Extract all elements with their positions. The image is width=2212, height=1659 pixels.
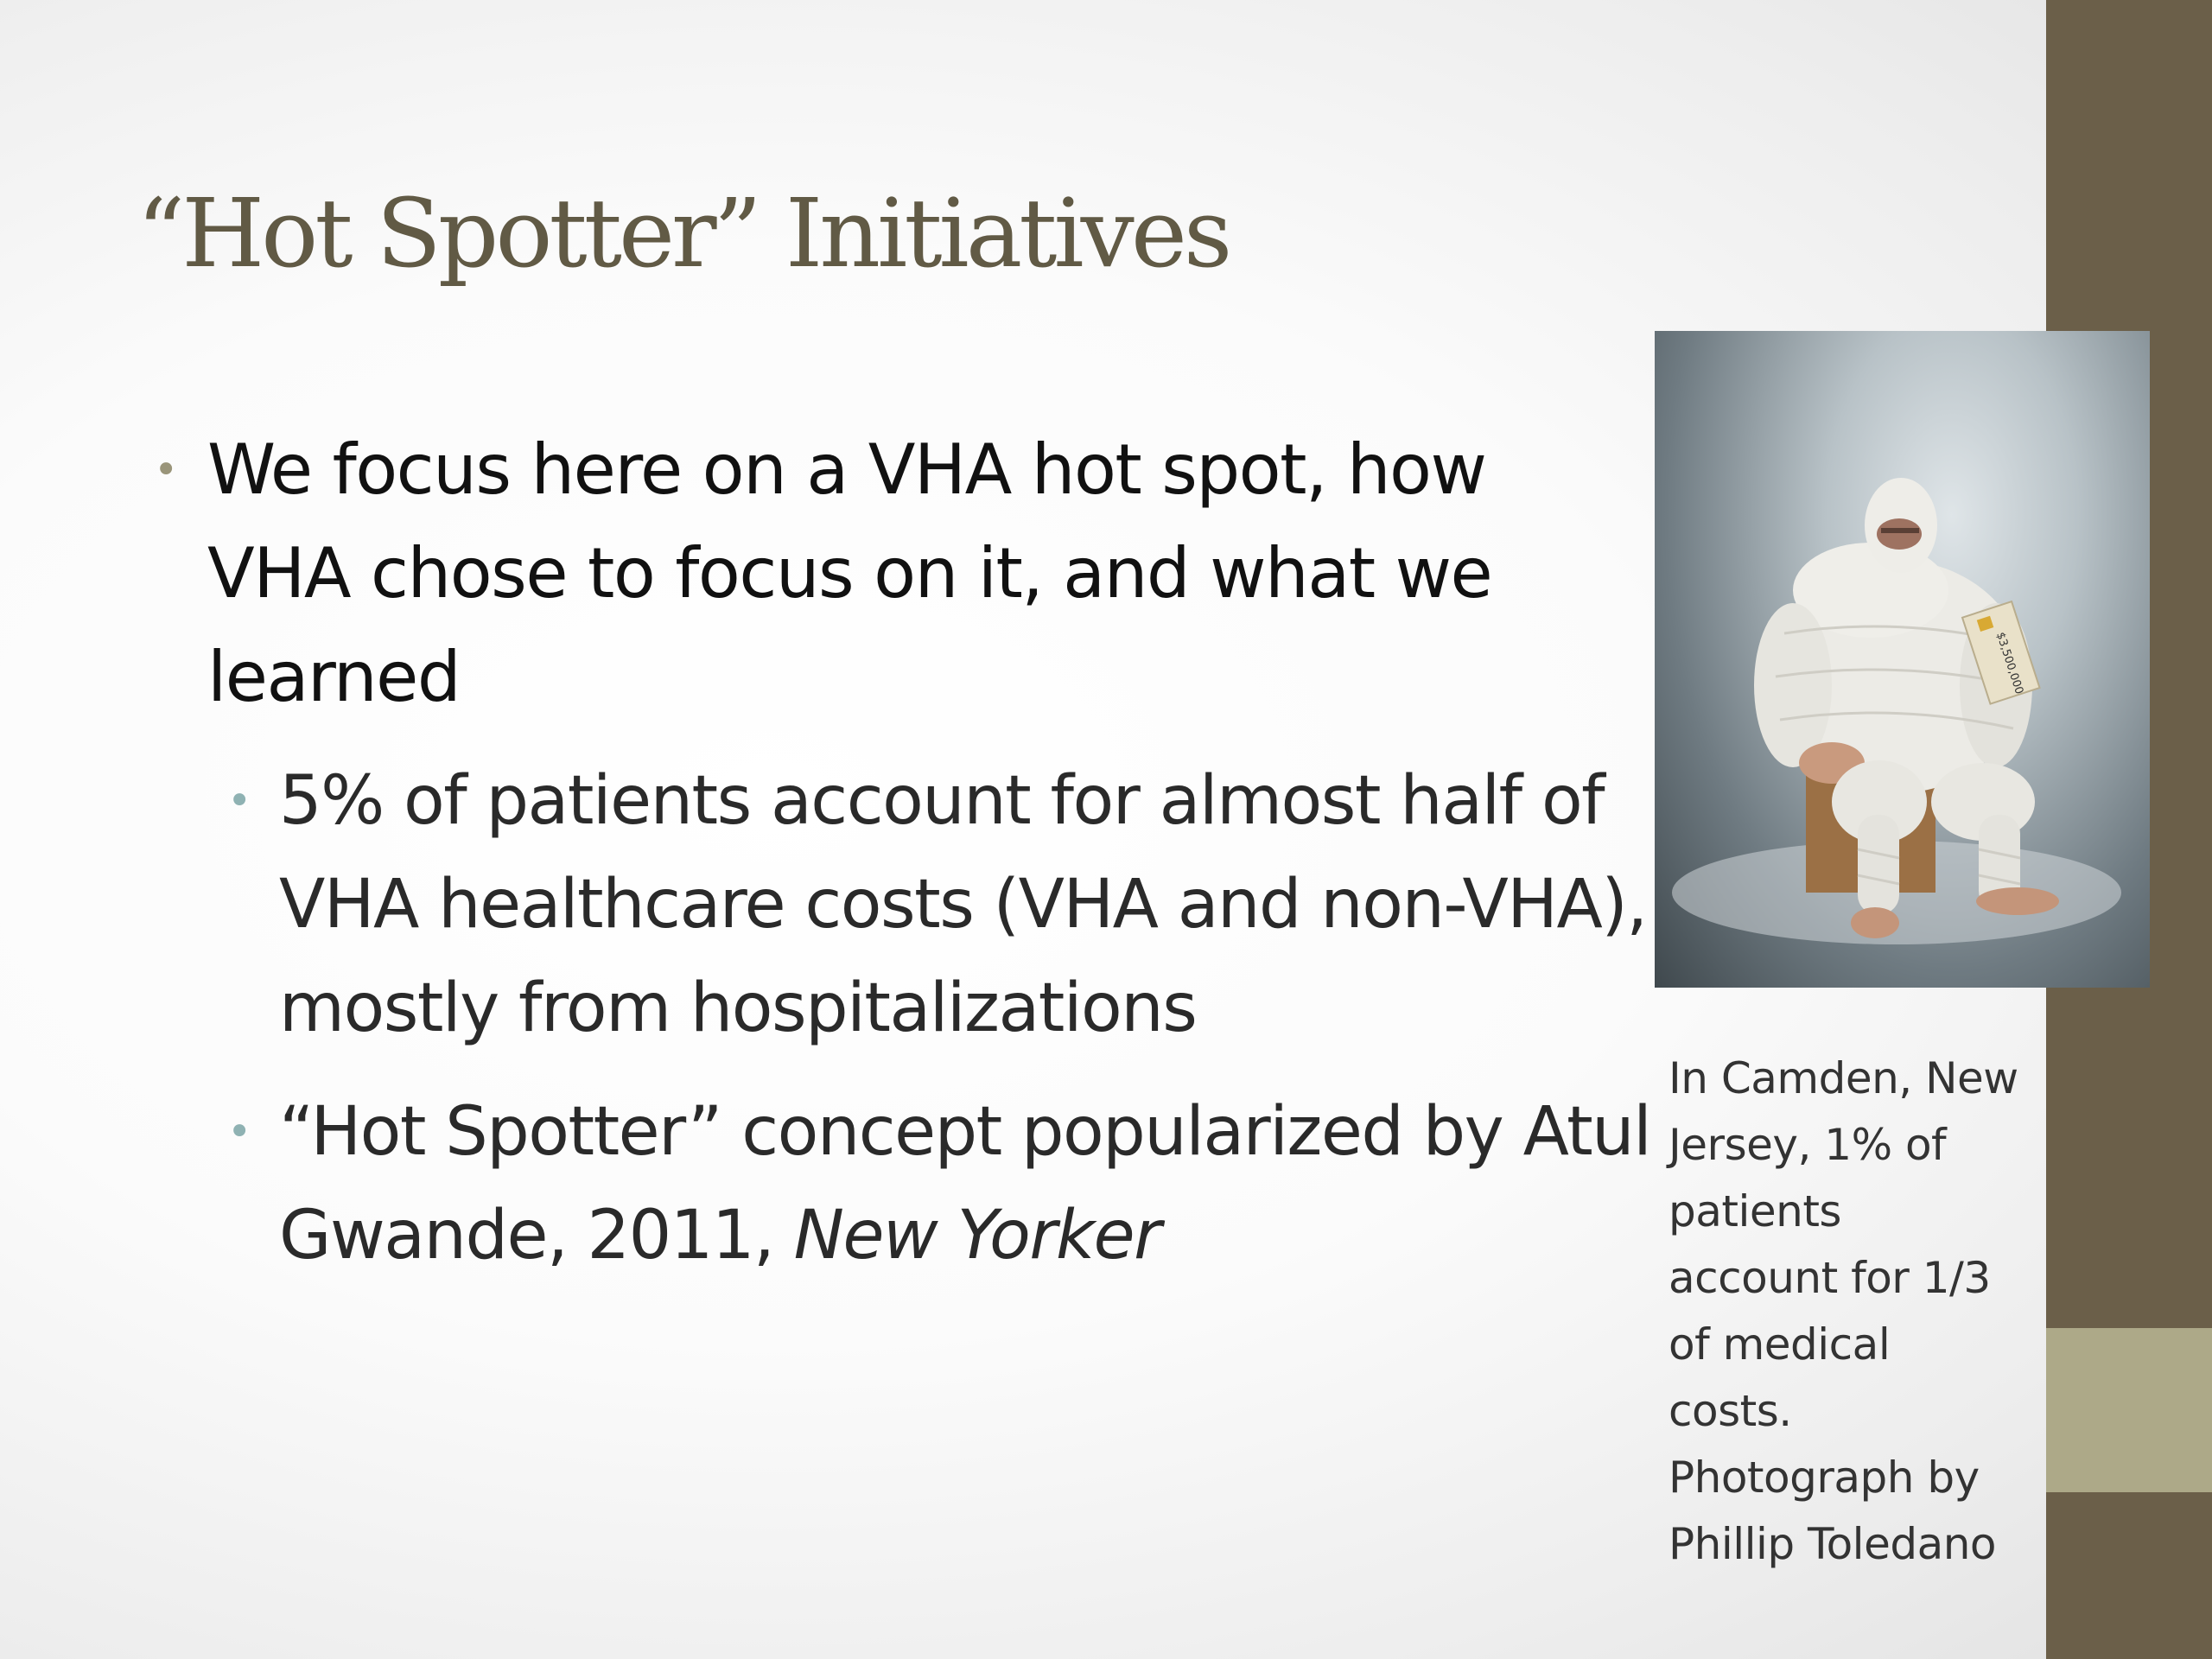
bullet-text: 5% of patients account for almost half of VHA healthcare costs (VHA and non-VHA), mostly from hospitalizations [279, 762, 1647, 1047]
caption-line: patients [1669, 1186, 1841, 1236]
caption-line: In Camden, New [1669, 1053, 2018, 1103]
bullet-item-level2 [227, 1080, 1662, 1287]
slide-title: “Hot Spotter” Initiatives [137, 178, 1230, 289]
bullet-dot: • [227, 777, 251, 825]
price-tag-text: $3,500,000 [1993, 630, 2026, 696]
photo-illustration [1655, 331, 2150, 988]
side-band-light [2046, 1328, 2212, 1492]
bullet-item-level2 [227, 749, 1662, 1060]
bullet-item-level1 [154, 418, 1624, 729]
photo-caption [1669, 1046, 2040, 1578]
bullet-text: “Hot Spotter” concept popularized by Atul Gwande, 2011, [279, 1093, 1651, 1274]
bullet-text: We focus here on a VHA hot spot, how VHA chose to focus on it, and what we learned [207, 429, 1492, 717]
bullet-dot: • [154, 446, 177, 494]
caption-line: Jersey, 1% of [1669, 1120, 1947, 1170]
caption-line: Photograph by [1669, 1452, 1980, 1503]
caption-line: costs. [1669, 1386, 1792, 1436]
photo-bandaged-man [1655, 331, 2150, 988]
caption-line: account for 1/3 [1669, 1253, 1991, 1303]
bullet-text-italic: New Yorker [793, 1197, 1160, 1274]
bullet-dot: • [227, 1108, 251, 1156]
caption-line: of medical [1669, 1319, 1891, 1370]
caption-line: Phillip Toledano [1669, 1519, 1996, 1569]
